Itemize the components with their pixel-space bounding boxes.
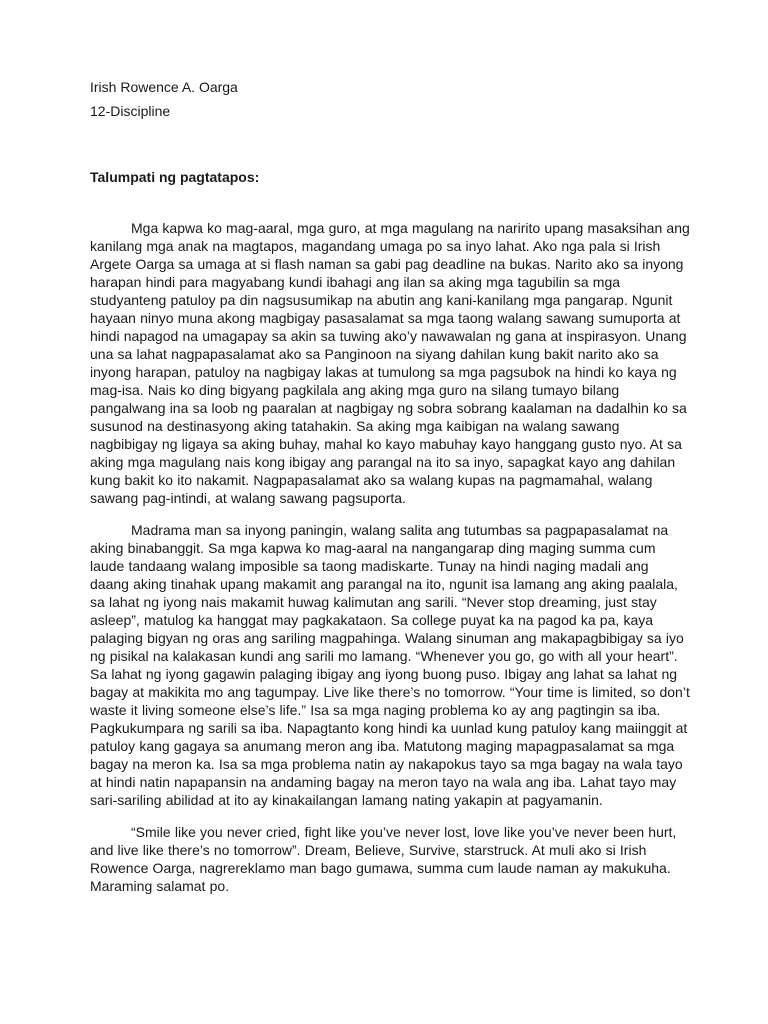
paragraph-2: Madrama man sa inyong paningin, walang salita ang tutumbas sa pagpapasalamat na aking binabanggit. Sa mga kapwa ko mag-aaral na nangangarap ding maging summa cum laude tandaang walang imposible sa taong madiskarte. Tunay na hindi naging madali ang daang aking tinahak upang makamit ang parangal na ito, ngunit isa lamang ang aking paalala, sa lahat ng iyong nais makamit huwag kalimutan ang sarili. “Never stop dreaming, just stay asleep”, matulog ka hanggat may pagkakataon. Sa college puyat ka na pagod ka pa, kaya palaging bigyan ng oras ang sariling magpahinga. Walang sinuman ang makapagbibigay sa iyo ng pisikal na kalakasan kundi ang sarili mo lamang. “Whenever you go, go with all your heart”. Sa lahat ng iyong gagawin palaging ibigay ang iyong buong puso. Ibigay ang lahat sa lahat ng bagay at makikita mo ang tagumpay. Live like there’s no tomorrow. “Your time is limited, so don’t waste it living someone else’s life.” Isa sa mga naging problema ko ay ang pagtingin sa iba. Pagkukumpara ng sarili sa iba. Napagtanto kong hindi ka uunlad kung patuloy kang maiinggit at patuloy kang gagaya sa anumang meron ang iba. Matutong maging mapagpasalamat sa mga bagay na meron ka. Isa sa mga problema natin ay nakapokus tayo sa mga bagay na wala tayo at hindi natin napapansin na andaming bagay na meron tayo na wala ang iba. Lahat tayo may sari-sariling abilidad at ito ay kinakailangan lamang nating yakapin at pagyamanin. bbox=[90, 522, 690, 808]
paragraph-1: Mga kapwa ko mag-aaral, mga guro, at mga magulang na naririto upang masaksihan ang kanilang mga anak na magtapos, magandang umaga po sa inyo lahat. Ako nga pala si Irish Argete Oarga sa umaga at si flash naman sa gabi pag deadline na bukas. Narito ako sa inyong harapan hindi para magyabang kundi ibahagi ang ilan sa aking mga tagubilin sa mga studyanteng patuloy pa din nagsusumikap na abutin ang kani-kanilang mga pangarap. Ngunit hayaan ninyo muna akong magbigay pasasalamat sa mga taong walang sawang sumuporta at hindi napagod na umagapay sa akin sa tuwing ako’y nawawalan ng gana at inspirasyon. Unang una sa lahat nagpapasalamat ako sa Panginoon na siyang dahilan kung bakit narito ako sa inyong harapan, patuloy na nagbigay lakas at tumulong sa mga pagsubok na hindi ko kaya ng mag-isa. Nais ko ding bigyang pagkilala ang aking mga guro na silang tumayo bilang pangalwang ina sa loob ng paaralan at nagbigay ng sobra sobrang kaalaman na dadalhin ko sa susunod na destinasyong aking tatahakin. Sa aking mga kaibigan na walang sawang nagbibigay ng ligaya sa aking buhay, mahal ko kayo mabuhay kayo hanggang gusto nyo. At sa aking mga magulang nais kong ibigay ang parangal na ito sa inyo, sapagkat kayo ang dahilan kung bakit ko ito nakamit. Nagpapasalamat ako sa walang kupas na pagmamahal, walang sawang pag-intindi, at walang sawang pagsuporta. bbox=[90, 220, 690, 506]
speech-title: Talumpati ng pagtatapos: bbox=[90, 169, 260, 185]
section-name: 12-Discipline bbox=[90, 103, 171, 119]
paragraph-3: “Smile like you never cried, fight like you’ve never lost, love like you’ve never been hurt, and live like there’s no tomorrow”. Dream, Believe, Survive, starstruck. At muli ako si Irish Rowence Oarga, nagrereklamo man bago gumawa, summa cum laude naman ay makukuha. Maraming salamat po. bbox=[90, 824, 677, 894]
author-name: Irish Rowence A. Oarga bbox=[90, 79, 238, 95]
speech-body bbox=[90, 219, 690, 895]
document-page bbox=[90, 78, 690, 909]
